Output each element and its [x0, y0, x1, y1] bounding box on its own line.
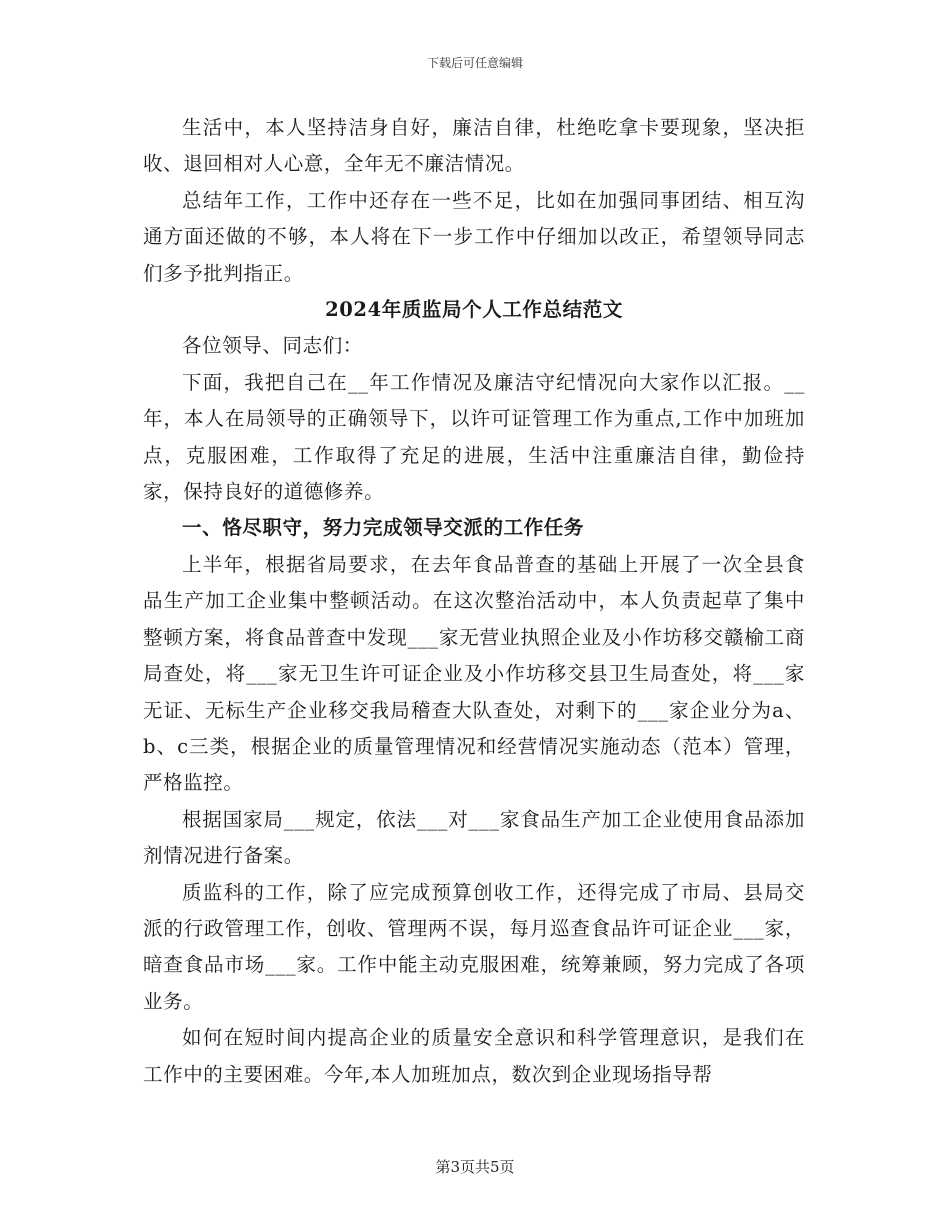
paragraph-difficulties: 如何在短时间内提高企业的质量安全意识和科学管理意识，是我们在工作中的主要困难。今年,本人加班加点，数次到企业现场指导帮: [143, 1026, 805, 1086]
greeting: 各位领导、同志们：: [182, 334, 363, 358]
paragraph-shortcomings: 总结年工作，工作中还存在一些不足，比如在加强同事团结、相互沟通方面还做的不够，本人将在下一步工作中仔细加以改正，希望领导同志们多予批判指正。: [143, 188, 805, 285]
paragraph-additives: 根据国家局___规定，依法___对___家食品生产加工企业使用食品添加剂情况进行备案。: [143, 807, 805, 868]
paragraph-rectification: 上半年，根据省局要求，在去年食品普查的基础上开展了一次全县食品生产加工企业集中整顿活动。在这次整治活动中，本人负责起草了集中整顿方案，将食品普查中发现___家无营业执照企业及小作坊移交赣榆工商局查处，将___家无卫生许可证企业及小作坊移交县卫生局查处，将___家无证、无标生产企业移交我局稽查大队查处，对剩下的___家企业分为a、b、c三类，根据企业的质量管理情况和经营情况实施动态（范本）管理，严格监控。: [143, 552, 805, 795]
section-heading-1: 一、恪尽职守，努力完成领导交派的工作任务: [182, 516, 585, 540]
paragraph-quality-dept: 质监科的工作，除了应完成预算创收工作，还得完成了市局、县局交派的行政管理工作，创收、管理两不误，每月巡查食品许可证企业___家，暗查食品市场___家。工作中能主动克服困难，统筹兼顾，努力完成了各项业务。: [143, 880, 805, 1013]
paragraph-integrity: 生活中，本人坚持洁身自好，廉洁自律，杜绝吃拿卡要现象，坚决拒收、退回相对人心意，全年无不廉洁情况。: [143, 116, 805, 176]
document-body: [143, 110, 805, 1093]
paragraph-intro: 下面，我把自己在__年工作情况及廉洁守纪情况向大家作以汇报。__年，本人在局领导的正确领导下，以许可证管理工作为重点,工作中加班加点，克服困难，工作取得了充足的进展，生活中注重廉洁自律，勤俭持家，保持良好的道德修养。: [143, 370, 805, 504]
header-note: 下载后可任意编辑: [426, 56, 523, 70]
document-title: 2024年质监局个人工作总结范文: [325, 298, 623, 322]
page-number: 第3页共5页: [435, 1158, 515, 1176]
